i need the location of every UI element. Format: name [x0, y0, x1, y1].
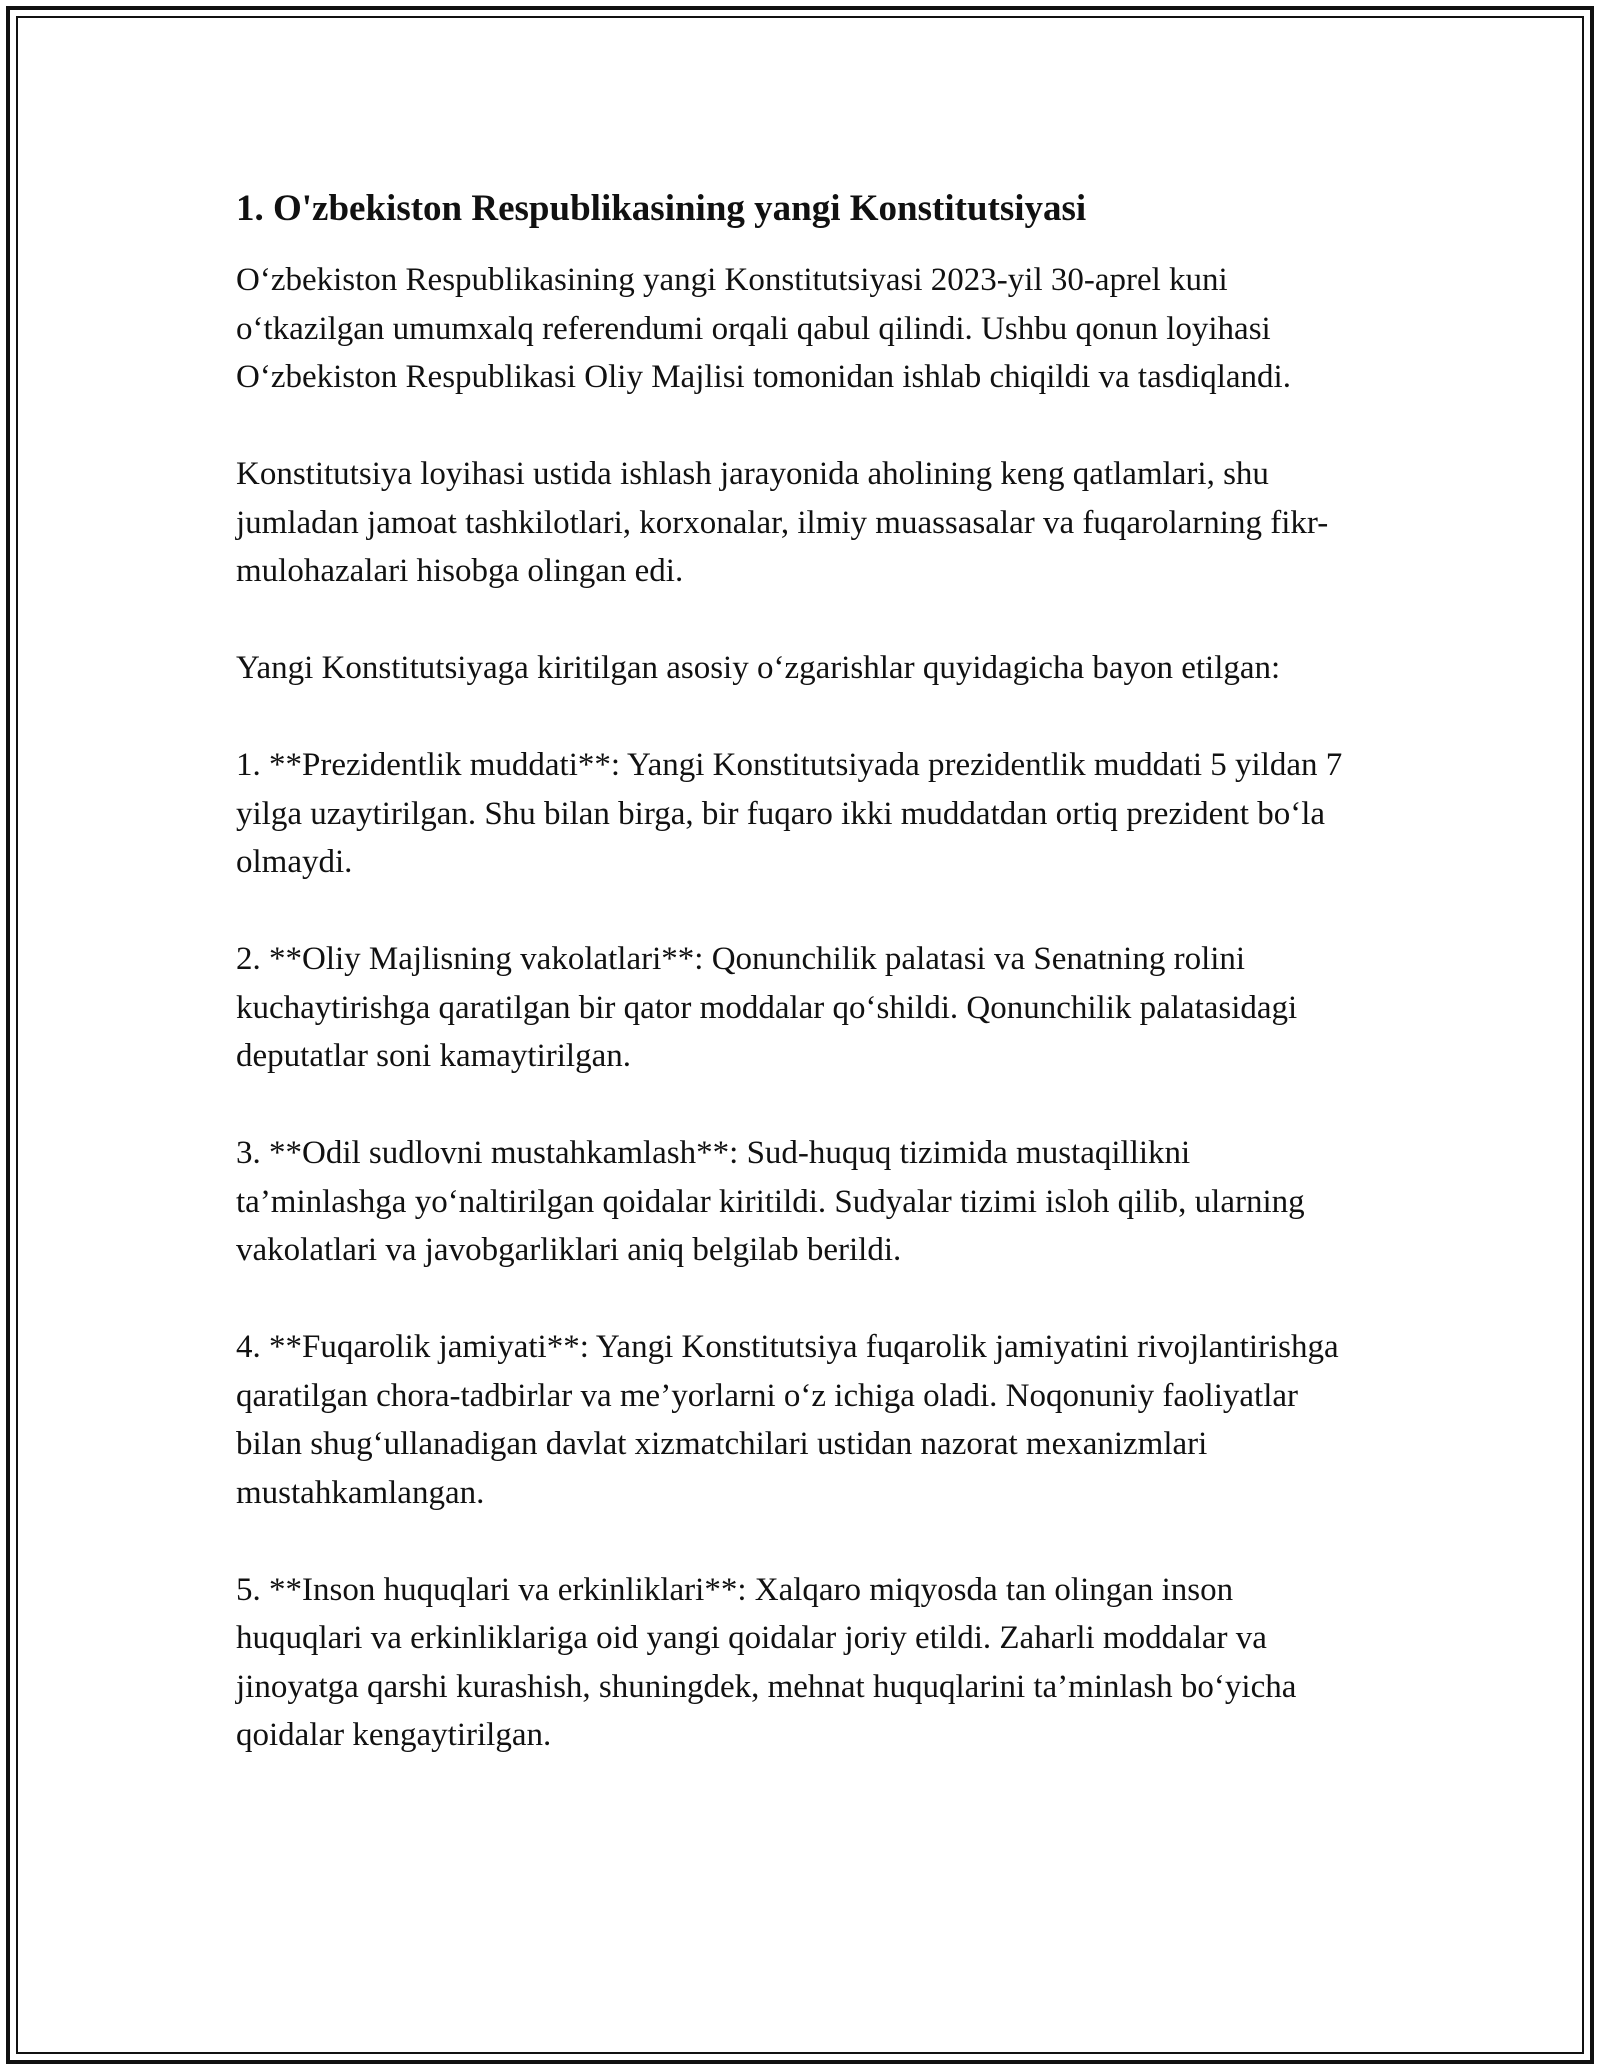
list-item-judiciary: 3. **Odil sudlovni mustahkamlash**: Sud-huquq tizimida mustaqillikni ta’minlashga yo‘naltirilgan qoidalar kiritildi. Sudyalar tizimi isloh qilib, ularning vakolatlari va javobgarliklari aniq belgilab berildi.: [236, 1135, 1305, 1268]
document-title: 1. O'zbekiston Respublikasining yangi Konstitutsiyasi: [236, 188, 1087, 229]
paragraph-intro: O‘zbekiston Respublikasining yangi Konstitutsiyasi 2023-yil 30-aprel kuni o‘tkazilgan umumxalq referendumi orqali qabul qilindi. Ushbu qonun loyihasi O‘zbekiston Respublikasi Oliy Majlisi tomonidan ishlab chiqildi va tasdiqlandi.: [236, 262, 1291, 395]
paragraph-drafting: Konstitutsiya loyihasi ustida ishlash jarayonida aholining keng qatlamlari, shu jumladan jamoat tashkilotlari, korxonalar, ilmiy muassasalar va fuqarolarning fikr-mulohazalari hisobga olingan edi.: [236, 456, 1329, 589]
document-body: [236, 185, 1366, 1808]
list-item-civil-society: 4. **Fuqarolik jamiyati**: Yangi Konstitutsiya fuqarolik jamiyatini rivojlantirishga qaratilgan chora-tadbirlar va me’yorlarni o‘z ichiga oladi. Noqonuniy faoliyatlar bilan shug‘ullanadigan davlat xizmatchilari ustidan nazorat mexanizmlari mustahkamlangan.: [236, 1329, 1339, 1511]
list-item-presidential-term: 1. **Prezidentlik muddati**: Yangi Konstitutsiyada prezidentlik muddati 5 yildan 7 yilga uzaytirilgan. Shu bilan birga, bir fuqaro ikki muddatdan ortiq prezident bo‘la olmaydi.: [236, 747, 1343, 880]
paragraph-changes-lead: Yangi Konstitutsiyaga kiritilgan asosiy o‘zgarishlar quyidagicha bayon etilgan:: [236, 650, 1281, 686]
list-item-oliy-majlis-powers: 2. **Oliy Majlisning vakolatlari**: Qonunchilik palatasi va Senatning rolini kuchaytirishga qaratilgan bir qator moddalar qo‘shildi. Qonunchilik palatasidagi deputatlar soni kamaytirilgan.: [236, 941, 1298, 1074]
list-item-human-rights: 5. **Inson huquqlari va erkinliklari**: Xalqaro miqyosda tan olingan inson huquqlari va erkinliklariga oid yangi qoidalar joriy etildi. Zaharli moddalar va jinoyatga qarshi kurashish, shuningdek, mehnat huquqlarini ta’minlash bo‘yicha qoidalar kengaytirilgan.: [236, 1571, 1297, 1753]
